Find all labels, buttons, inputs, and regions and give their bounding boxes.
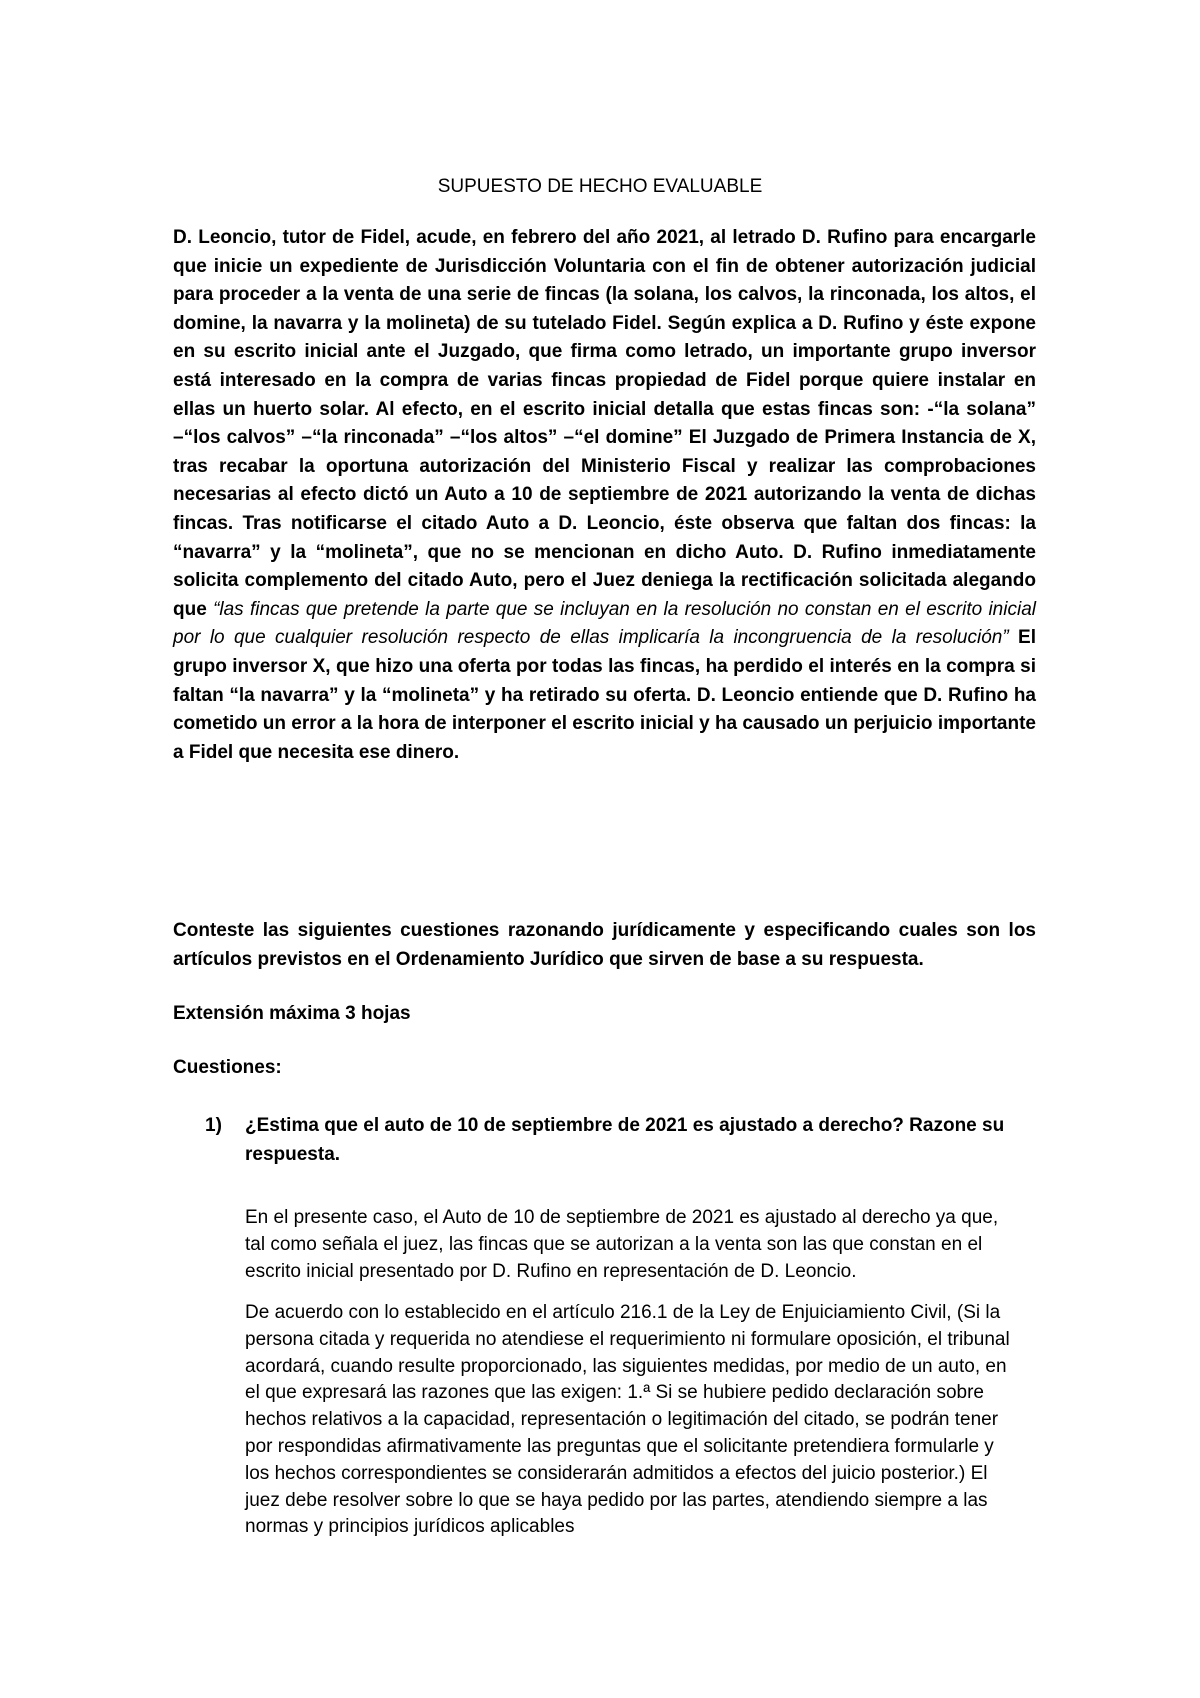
question-text: ¿Estima que el auto de 10 de septiembre de 2021 es ajustado a derecho? Razone su respuesta. [245, 1115, 1005, 1165]
answer-paragraph: De acuerdo con lo establecido en el artículo 216.1 de la Ley de Enjuiciamiento Civil, (Si la persona citada y requerida no atendiese el requerimiento ni formulare oposición, el tribunal acordará, cuando resulte proporcionado, las siguientes medidas, por medio de un auto, en el que expresará las razones que las exigen: 1.ª Si se hubiere pedido declaración sobre hechos relativos a la capacidad, representación o legitimación del citado, se podrán tener por respondidas afirmativamente las preguntas que el solicitante pretendiera formularle y los hechos correspondientes se considerarán admitidos a efectos del juicio posterior.) El juez debe resolver sobre lo que se haya pedido por las partes, atendiendo siempre a las normas y principios jurídicos aplicables [245, 1302, 1010, 1538]
instructions-paragraph: Conteste las siguientes cuestiones razonando jurídicamente y especificando cuales son los artículos previstos en el Ordenamiento Jurídico que sirven de base a su respuesta. [173, 920, 1036, 970]
document-title: SUPUESTO DE HECHO EVALUABLE [437, 176, 763, 197]
judge-quote: “las fincas que pretende la parte que se incluyan en la resolución no constan en el escrito inicial por lo que cualquier resolución respecto de ellas implicaría la incongruencia de la resolución” [173, 598, 1036, 649]
questions-heading: Cuestiones: [173, 1057, 282, 1078]
question-number: 1) [205, 1115, 222, 1136]
extension-note: Extensión máxima 3 hojas [173, 1003, 411, 1024]
answer-paragraph: En el presente caso, el Auto de 10 de septiembre de 2021 es ajustado al derecho ya que, tal como señala el juez, las fincas que se autorizan a la venta son las que constan en el escrito inicial presentado por D. Rufino en representación de D. Leoncio. [245, 1207, 999, 1282]
question-item [173, 1112, 1036, 1169]
case-text-part-2: El grupo inversor X, que hizo una oferta por todas las fincas, ha perdido el interés en la compra si faltan “la navarra” y la “molineta” y ha retirado su oferta. D. Leoncio entiende que D. Rufino ha cometido un error a la hora de interponer el escrito inicial y ha causado un perjuicio importante a Fidel que necesita ese dinero. [173, 627, 1037, 763]
case-text-part-1: D. Leoncio, tutor de Fidel, acude, en febrero del año 2021, al letrado D. Rufino para encargarle que inicie un expediente de Jurisdicción Voluntaria con el fin de obtener autorización judicial para proceder a la venta de una serie de fincas (la solana, los calvos, la rinconada, los altos, el domine, la navarra y la molineta) de su tutelado Fidel. Según explica a D. Rufino y éste expone en su escrito inicial ante el Juzgado, que firma como letrado, un importante grupo inversor está interesado en la compra de varias fincas propiedad de Fidel porque quiere instalar en ellas un huerto solar. Al efecto, en el escrito inicial detalla que estas fincas son: -“la solana” –“los calvos” –“la rinconada” –“los altos” –“el domine” El Juzgado de Primera Instancia de X, tras recabar la oportuna autorización del Ministerio Fiscal y realizar las comprobaciones necesarias al efecto dictó un Auto a 10 de septiembre de 2021 autorizando la venta de dichas fincas. Tras notificarse el citado Auto a D. Leoncio, éste observa que faltan dos fincas: la “navarra” y la “molineta”, que no se mencionan en dicho Auto. D. Rufino inmediatamente solicita complemento del citado Auto, pero el Juez deniega la rectificación solicitada alegando que [173, 227, 1036, 620]
case-statement [173, 224, 1036, 767]
